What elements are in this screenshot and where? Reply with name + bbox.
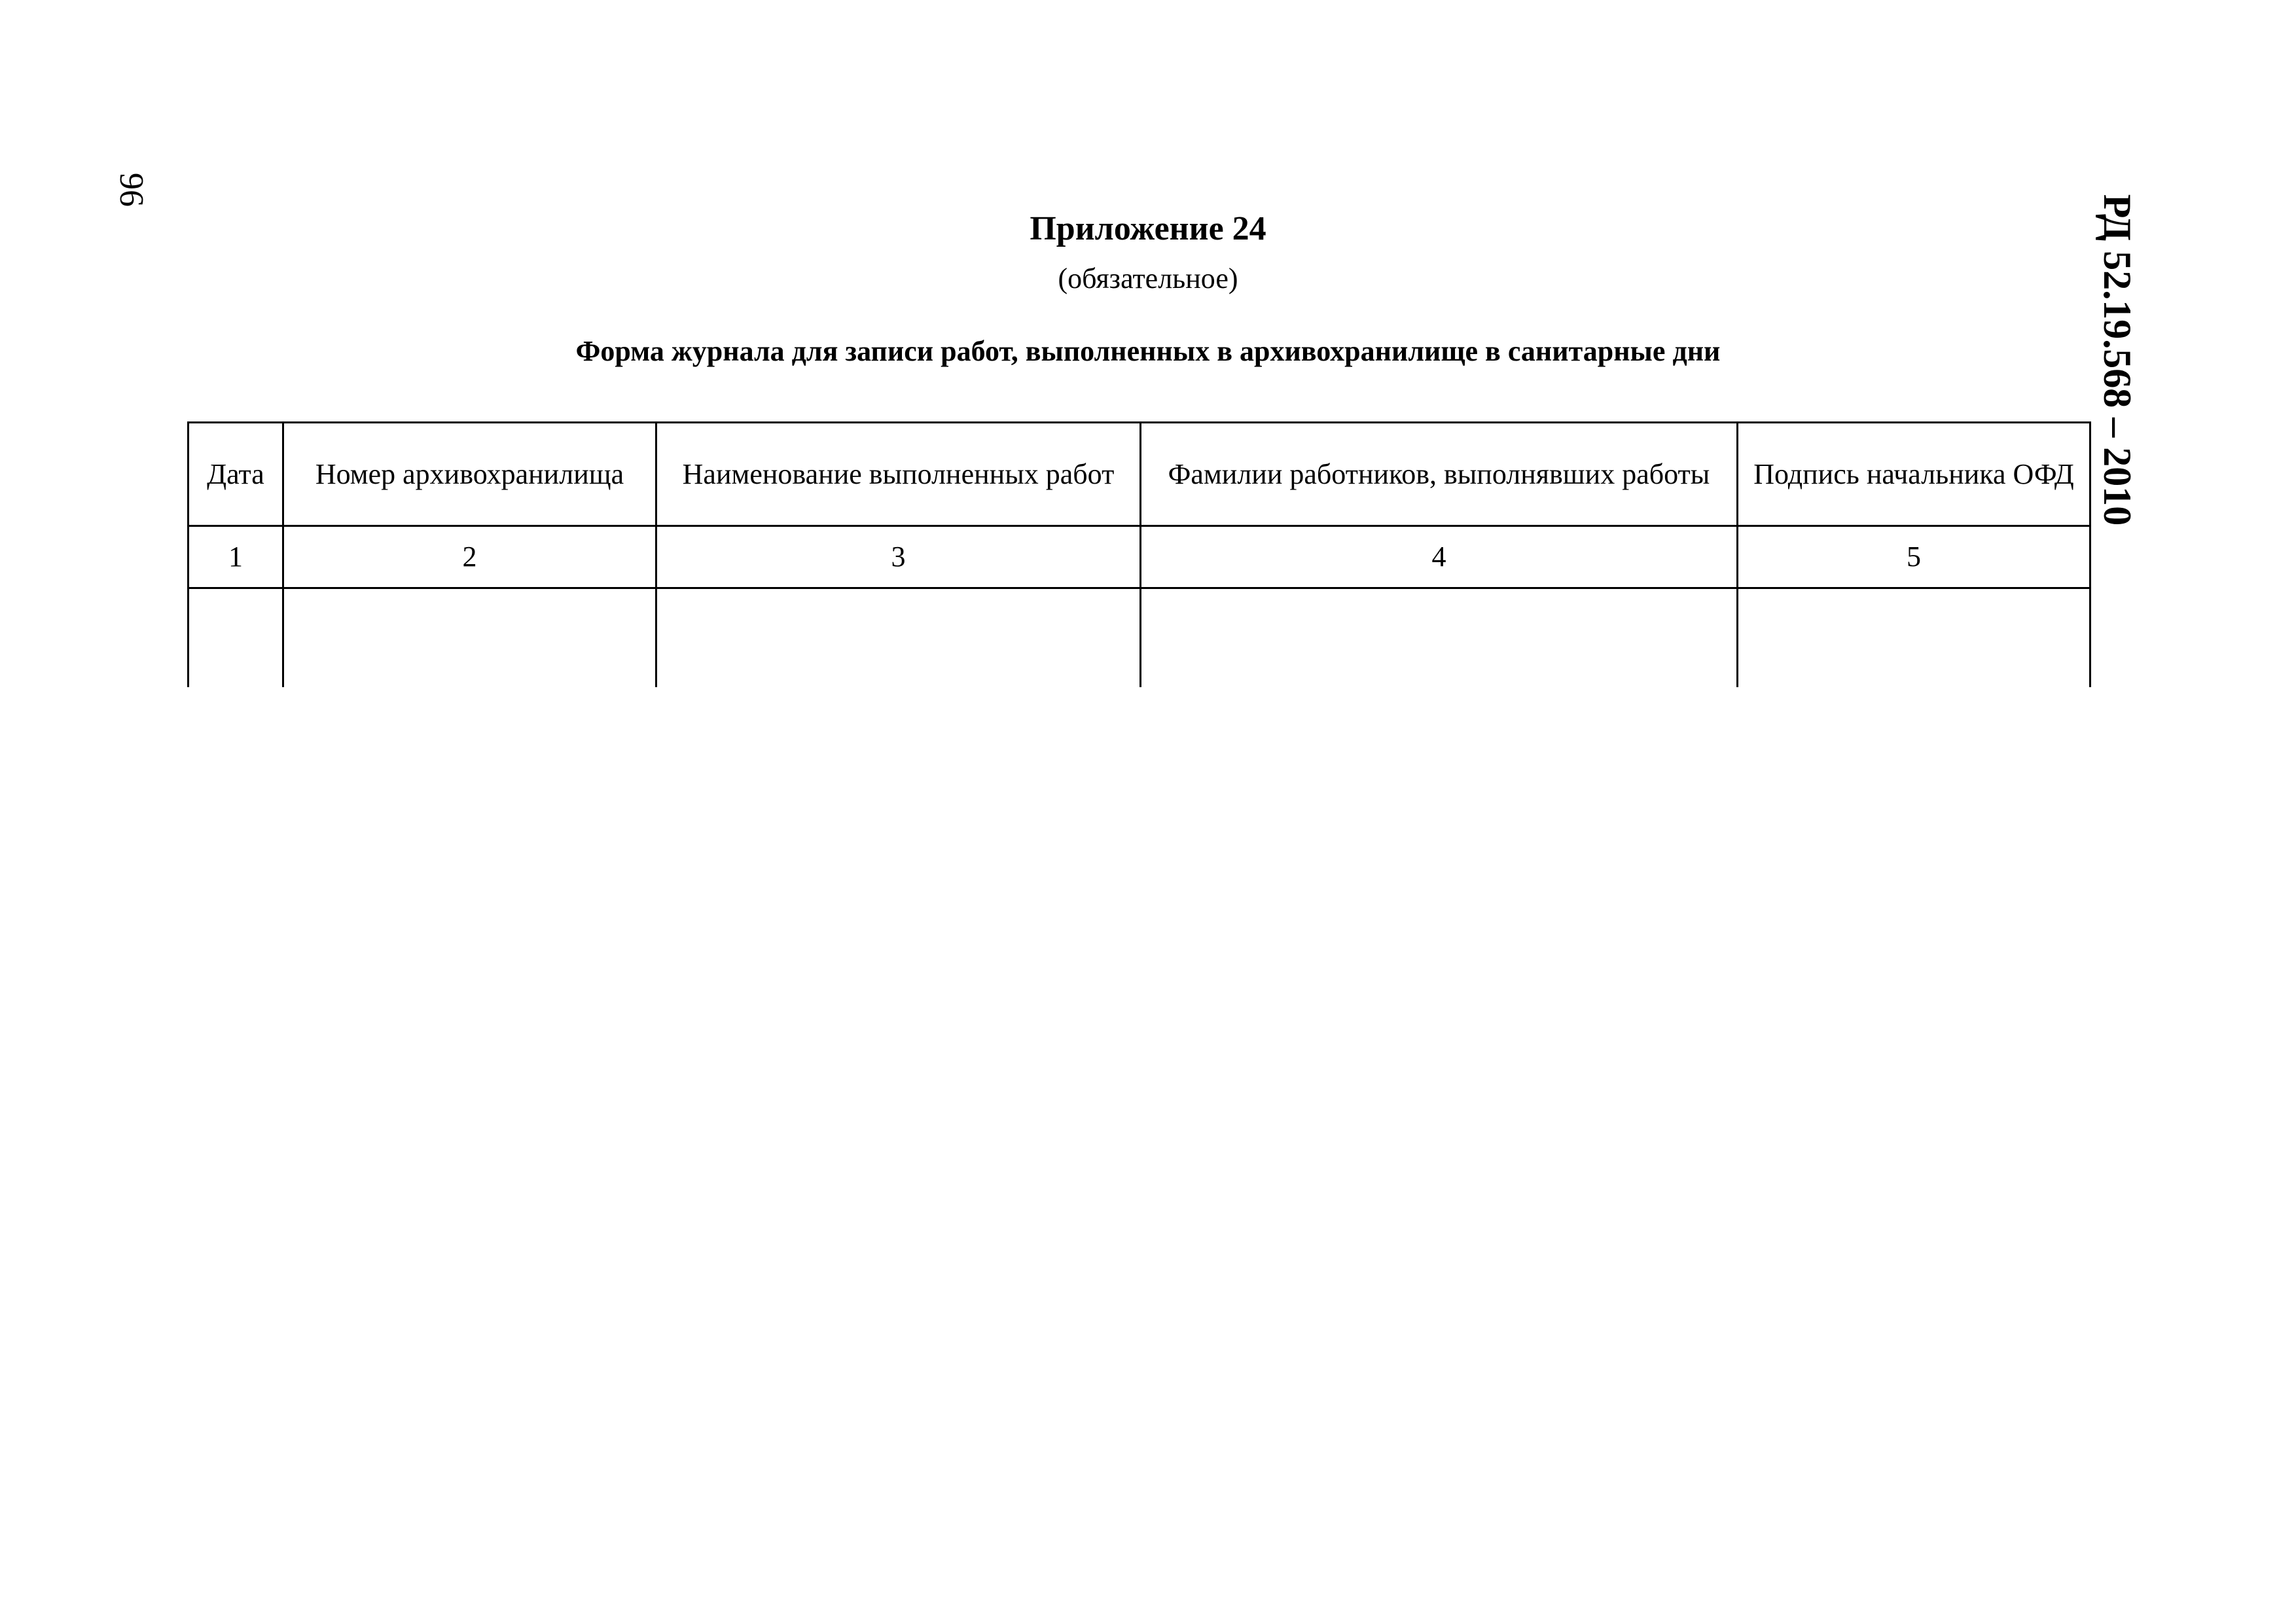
column-number: 2	[283, 526, 656, 588]
appendix-title: Приложение 24	[1030, 210, 1266, 247]
page-number: 96	[113, 173, 150, 207]
table-row	[188, 588, 2090, 688]
table-column-numbers-row	[188, 526, 2090, 588]
column-number: 5	[1738, 526, 2090, 588]
document-code: РД 52.19.568 – 2010	[2096, 194, 2139, 526]
column-number: 4	[1141, 526, 1738, 588]
column-header-workers: Фамилии работников, выполнявших работы	[1141, 423, 1738, 526]
form-title: Форма журнала для записи работ, выполненных в архивохранилище в санитарные дни	[575, 335, 1721, 367]
column-header-storage-number: Номер архивохранилища	[283, 423, 656, 526]
column-number: 3	[656, 526, 1141, 588]
column-header-signature: Подпись начальника ОФД	[1738, 423, 2090, 526]
column-header-date: Дата	[188, 423, 283, 526]
table-cell	[188, 588, 283, 688]
table-cell	[283, 588, 656, 688]
appendix-status: (обязательное)	[1058, 262, 1238, 294]
table-header-row	[188, 423, 2090, 526]
column-number: 1	[188, 526, 283, 588]
table-cell	[1141, 588, 1738, 688]
journal-table	[187, 421, 2091, 687]
table-cell	[1738, 588, 2090, 688]
column-header-work-name: Наименование выполненных работ	[656, 423, 1141, 526]
table-cell	[656, 588, 1141, 688]
